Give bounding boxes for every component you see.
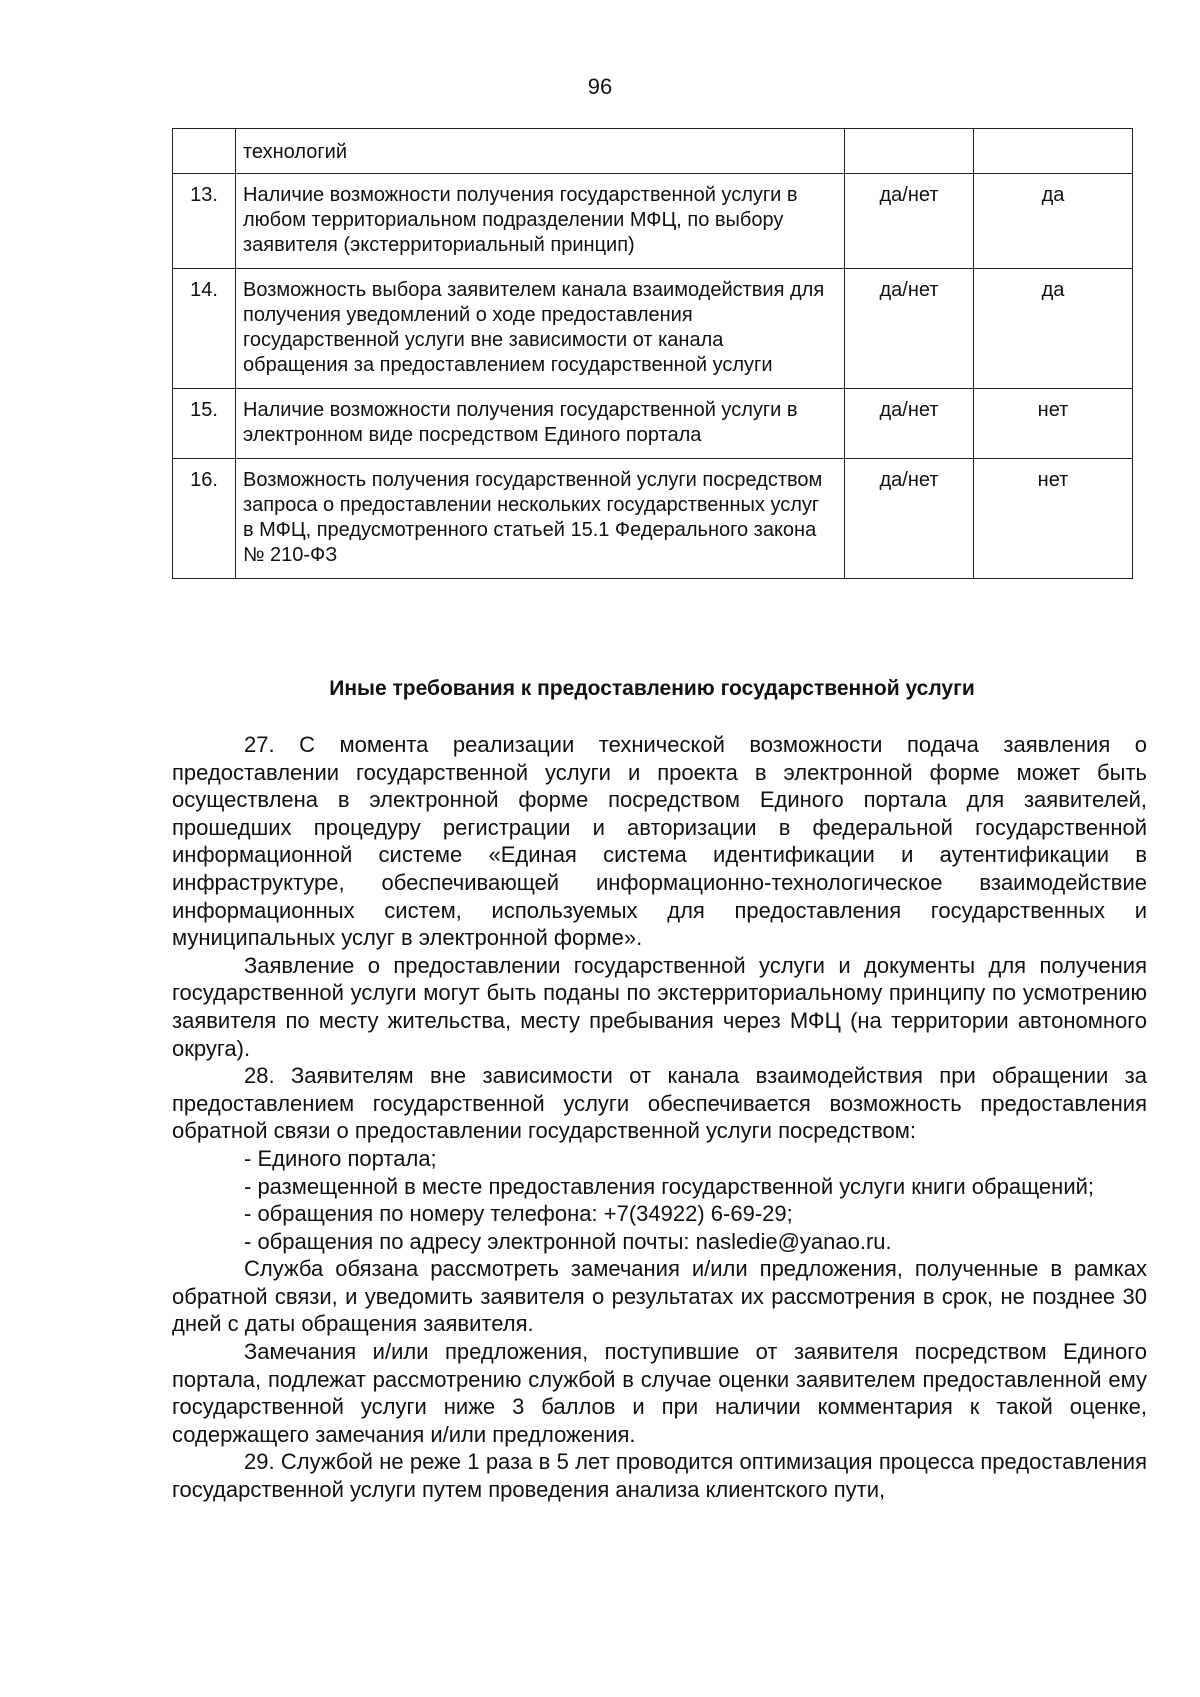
row-value: да (974, 174, 1133, 269)
row-indicator: Наличие возможности получения государственной услуги в любом территориальном подразделении МФЦ, по выбору заявителя (экстерриториальный принцип) (236, 174, 845, 269)
paragraph-feedback-review: Служба обязана рассмотреть замечания и/или предложения, полученные в рамках обратной связи, и уведомить заявителя о результатах их рассмотрения в срок, не позднее 30 дней с даты обращения заявителя. (172, 1256, 1147, 1337)
row-number: 14. (173, 269, 236, 389)
paragraph-extraterritorial: Заявление о предоставлении государственной услуги и документы для получения государственной услуги могут быть поданы по экстерриториальному принципу по усмотрению заявителя по месту жительства, месту пребывания через МФЦ (на территории автономного округа). (172, 952, 1147, 1061)
requirements-table (172, 128, 1133, 579)
table-row (173, 459, 1133, 579)
row-value (974, 129, 1133, 174)
row-value: нет (974, 459, 1133, 579)
row-unit (845, 129, 974, 174)
row-unit: да/нет (845, 459, 974, 579)
section-body (172, 731, 1147, 1504)
row-unit: да/нет (845, 389, 974, 459)
row-number: 13. (173, 174, 236, 269)
paragraph-portal-remarks: Замечания и/или предложения, поступившие от заявителя посредством Единого портала, подлежат рассмотрению службой в случае оценки заявителем предоставленной ему государственной услуги ниже 3 баллов и при наличии комментария к такой оценке, содержащего замечания и/или предложения. (172, 1339, 1147, 1447)
table-row (173, 174, 1133, 269)
table-row (173, 269, 1133, 389)
row-value: нет (974, 389, 1133, 459)
list-item-email: - обращения по адресу электронной почты: nasledie@yanao.ru. (244, 1228, 892, 1254)
paragraph-27: 27. С момента реализации технической возможности подача заявления о предоставлении государственной услуги и проекта в электронной форме может быть осуществлена в электронной форме посредством Единого портала для заявителей, прошедших процедуру регистрации и авторизации в федеральной государственной информационной системе «Единая система идентификации и аутентификации в инфраструктуре, обеспечивающей информационно-технологическое взаимодействие информационных систем, используемых для предоставления государственных и муниципальных услуг в электронной форме». (172, 732, 1147, 951)
list-item-book: - размещенной в месте предоставления государственной услуги книги обращений; (244, 1173, 1095, 1199)
row-indicator: технологий (236, 129, 845, 174)
row-unit: да/нет (845, 269, 974, 389)
row-unit: да/нет (845, 174, 974, 269)
row-indicator: Возможность получения государственной услуги посредством запроса о предоставлении нескольких государственных услуг в МФЦ, предусмотренного статьей 15.1 Федерального закона № 210-ФЗ (236, 459, 845, 579)
table-row (173, 129, 1133, 174)
row-value: да (974, 269, 1133, 389)
page-number: 96 (587, 74, 613, 99)
row-indicator: Наличие возможности получения государственной услуги в электронном виде посредством Единого портала (236, 389, 845, 459)
row-number: 16. (173, 459, 236, 579)
row-indicator: Возможность выбора заявителем канала взаимодействия для получения уведомлений о ходе предоставления государственной услуги вне зависимости от канала обращения за предоставлением государственной услуги (236, 269, 845, 389)
table-row (173, 389, 1133, 459)
paragraph-28: 28. Заявителям вне зависимости от канала взаимодействия при обращении за предоставлением государственной услуги обеспечивается возможность предоставления обратной связи о предоставлении государственной услуги посредством: (172, 1063, 1147, 1144)
list-item-portal: - Единого портала; (244, 1145, 437, 1171)
row-number: 15. (173, 389, 236, 459)
row-number (173, 129, 236, 174)
paragraph-29: 29. Службой не реже 1 раза в 5 лет проводится оптимизация процесса предоставления государственной услуги путем проведения анализа клиентского пути, (172, 1449, 1147, 1503)
list-item-phone: - обращения по номеру телефона: +7(34922) 6-69-29; (244, 1201, 793, 1227)
section-heading: Иные требования к предоставлению государственной услуги (329, 677, 975, 700)
